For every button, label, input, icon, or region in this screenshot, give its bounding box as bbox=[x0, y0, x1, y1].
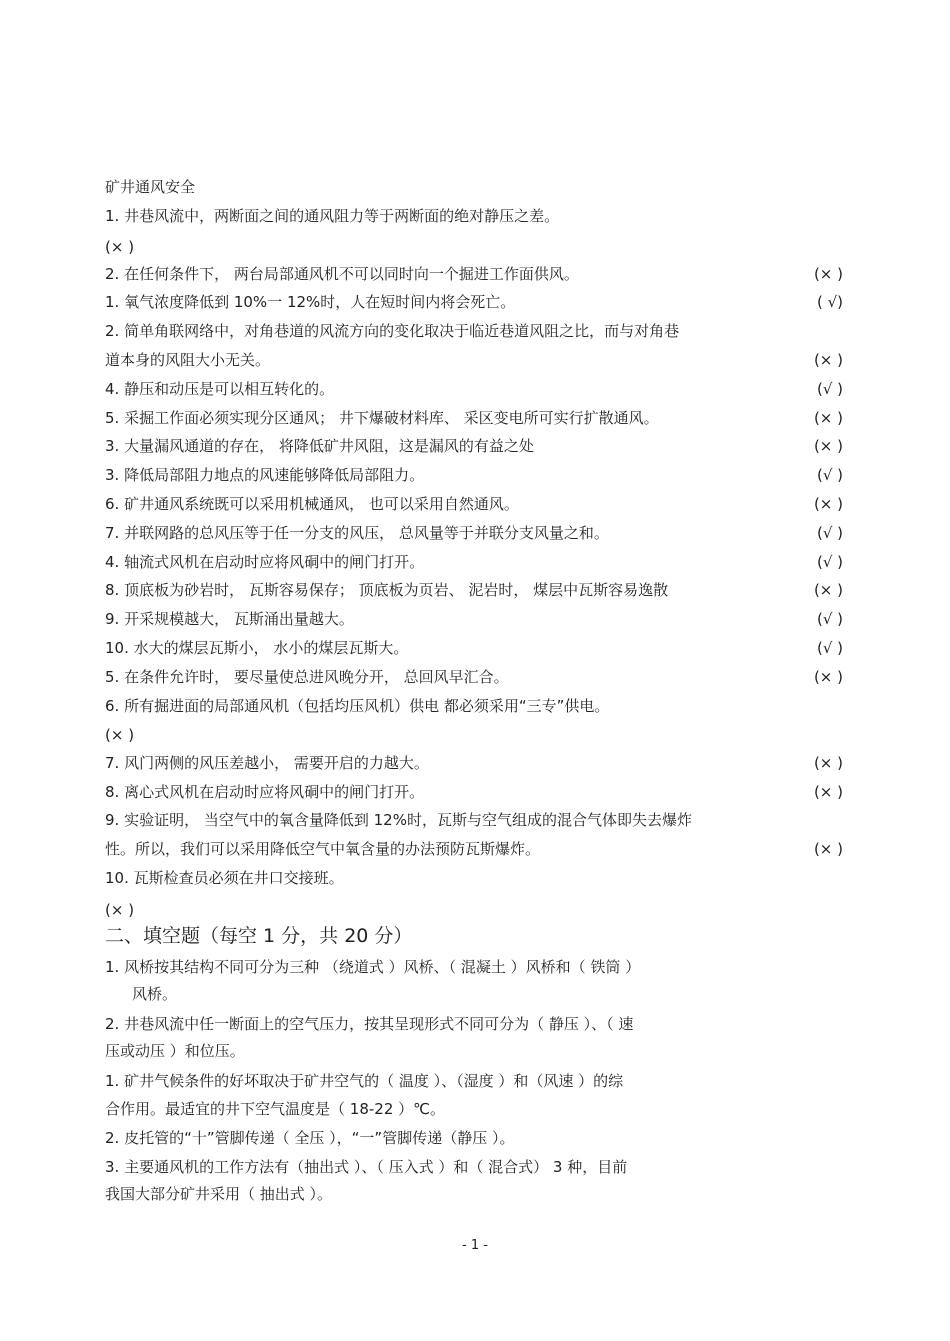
tf-item-line: 6. 所有掘进面的局部通风机（包括均压风机）供电 都必须采用“三专”供电。 bbox=[105, 697, 610, 715]
tf-item-line: 10. 瓦斯检查员必须在井口交接班。 bbox=[105, 869, 344, 887]
tf-item-line: 性。所以，我们可以采用降低空气中氧含量的办法预防瓦斯爆炸。 bbox=[105, 840, 541, 858]
tf-answer: (× ) bbox=[813, 754, 843, 772]
fill-line: 我国大部分矿井采用（ 抽出式 ）。 bbox=[105, 1185, 333, 1203]
tf-answer: (× ) bbox=[813, 581, 843, 599]
tf-item-line: 8. 离心式风机在启动时应将风硐中的闸门打开。 bbox=[105, 783, 425, 801]
tf-answer: (× ) bbox=[813, 351, 843, 369]
tf-item-line: 7. 并联网路的总风压等于任一分支的风压， 总风量等于并联分支风量之和。 bbox=[105, 524, 609, 542]
tf-answer: (√ ) bbox=[816, 639, 843, 657]
tf-item-line: 1. 氧气浓度降低到 10%一 12%时，人在短时间内将会死亡。 bbox=[105, 293, 516, 311]
tf-item-line: 3. 大量漏风通道的存在， 将降低矿井风阻，这是漏风的有益之处 bbox=[105, 437, 534, 455]
tf-item-line: 2. 在任何条件下， 两台局部通风机不可以同时向一个掘进工作面供风。 bbox=[105, 265, 579, 283]
tf-item-line: 9. 开采规模越大， 瓦斯涌出量越大。 bbox=[105, 610, 354, 628]
tf-answer: (× ) bbox=[813, 783, 843, 801]
tf-answer: (× ) bbox=[813, 409, 843, 427]
tf-item-line: 2. 简单角联网络中，对角巷道的风流方向的变化取决于临近巷道风阻之比，而与对角巷 bbox=[105, 322, 680, 340]
fill-line: 风桥。 bbox=[132, 985, 178, 1003]
tf-item-line: 8. 顶底板为砂岩时， 瓦斯容易保存； 顶底板为页岩、 泥岩时， 煤层中瓦斯容易逸散 bbox=[105, 581, 669, 599]
tf-item-line: 4. 静压和动压是可以相互转化的。 bbox=[105, 380, 335, 398]
fill-line: 3. 主要通风机的工作方法有（抽出式 ）、（ 压入式 ）和（ 混合式） 3 种，目前 bbox=[105, 1158, 628, 1176]
tf-answer: (× ) bbox=[813, 495, 843, 513]
fill-line: 1. 风桥按其结构不同可分为三种 （绕道式 ）风桥、（ 混凝土 ）风桥和（ 铁筒 ） bbox=[105, 958, 641, 976]
tf-item-line: 9. 实验证明， 当空气中的氧含量降低到 12%时，瓦斯与空气组成的混合气体即失去爆炸 bbox=[105, 811, 692, 829]
tf-item-line: 4. 轴流式风机在启动时应将风硐中的闸门打开。 bbox=[105, 553, 425, 571]
tf-item-line: 3. 降低局部阻力地点的风速能够降低局部阻力。 bbox=[105, 466, 425, 484]
tf-answer: (√ ) bbox=[816, 524, 843, 542]
tf-item-line: (× ) bbox=[105, 726, 135, 744]
tf-item-line: 1. 井巷风流中，两断面之间的通风阻力等于两断面的绝对静压之差。 bbox=[105, 207, 560, 225]
fill-line: 1. 矿井气候条件的好坏取决于矿井空气的（ 温度 ）、（湿度 ）和（风速 ）的综 bbox=[105, 1072, 624, 1090]
tf-answer: (√ ) bbox=[816, 466, 843, 484]
fill-line: 2. 井巷风流中任一断面上的空气压力，按其呈现形式不同可分为（ 静压 ）、（ 速 bbox=[105, 1015, 634, 1033]
tf-answer: (√ ) bbox=[816, 610, 843, 628]
fill-line: 2. 皮托管的“十”管脚传递（ 全压 ），“一”管脚传递（静压 ）。 bbox=[105, 1129, 515, 1147]
tf-item-line: (× ) bbox=[105, 238, 135, 256]
tf-item-line: 7. 风门两侧的风压差越小， 需要开启的力越大。 bbox=[105, 754, 429, 772]
tf-item-line: (× ) bbox=[105, 901, 135, 919]
tf-answer: (× ) bbox=[813, 840, 843, 858]
tf-item-line: 5. 采掘工作面必须实现分区通风； 井下爆破材料库、 采区变电所可实行扩散通风。 bbox=[105, 409, 659, 427]
tf-item-line: 5. 在条件允许时， 要尽量使总进风晚分开， 总回风早汇合。 bbox=[105, 668, 509, 686]
tf-answer: ( √) bbox=[816, 293, 843, 311]
tf-item-line: 10. 水大的煤层瓦斯小， 水小的煤层瓦斯大。 bbox=[105, 639, 409, 657]
fill-line: 压或动压 ）和位压。 bbox=[105, 1042, 245, 1060]
tf-answer: (√ ) bbox=[816, 553, 843, 571]
tf-answer: (× ) bbox=[813, 437, 843, 455]
tf-answer: (√ ) bbox=[816, 380, 843, 398]
fill-line: 合作用。最适宜的井下空气温度是（ 18-22 ）℃。 bbox=[105, 1100, 445, 1118]
tf-answer: (× ) bbox=[813, 265, 843, 283]
tf-answer: (× ) bbox=[813, 668, 843, 686]
section-heading: 二、填空题（每空 1 分，共 20 分） bbox=[105, 925, 413, 947]
page-number: - 1 - bbox=[462, 1238, 488, 1253]
document-title: 矿井通风安全 bbox=[105, 178, 196, 196]
tf-item-line: 6. 矿井通风系统既可以采用机械通风， 也可以采用自然通风。 bbox=[105, 495, 519, 513]
tf-item-line: 道本身的风阻大小无关。 bbox=[105, 351, 271, 369]
